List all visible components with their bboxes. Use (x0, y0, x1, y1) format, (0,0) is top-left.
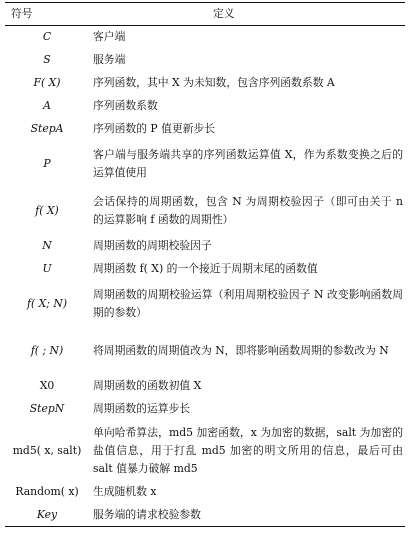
symbol-cell: StepA (30, 122, 64, 135)
symbol-cell: N (42, 239, 52, 252)
definition-cell: 周期函数的周期校验运算（利用周期校验因子 N 改变影响函数周期的参数） (93, 288, 403, 319)
definition-cell: 周期函数的函数初值 X (93, 379, 202, 392)
definition-column-header: 定义 (89, 3, 405, 26)
definition-cell: 周期函数 f( X) 的一个接近于周期末尾的函数值 (93, 262, 318, 275)
table-row (5, 188, 405, 235)
definition-cell: 序列函数，其中 X 为未知数，包含序列函数系数 A (93, 76, 335, 89)
table-row (5, 141, 405, 188)
definition-cell: 周期函数的周期校验因子 (93, 239, 212, 252)
definition-cell: 将周期函数的周期值改为 N，即将影响函数周期的参数改为 N (93, 344, 389, 357)
symbol-cell: StepN (29, 402, 65, 415)
symbol-cell: md5( x, salt) (12, 443, 82, 457)
definition-cell: 服务端 (93, 53, 126, 66)
table-row (5, 72, 405, 95)
table-row (5, 328, 405, 375)
table-header-row (5, 3, 405, 26)
definition-cell: 客户端与服务端共享的序列函数运算值 X，作为系数变换之后的运算值使用 (93, 148, 403, 179)
symbol-cell: F( X) (33, 76, 61, 89)
symbol-cell: f( X) (35, 204, 59, 217)
table-row (5, 95, 405, 118)
definition-cell: 生成随机数 x (93, 485, 157, 498)
symbol-definition-table (5, 2, 405, 527)
symbol-cell: Key (5, 504, 89, 527)
symbol-cell: A (43, 99, 51, 112)
table-row (5, 398, 405, 421)
table-row (5, 26, 405, 49)
table-row (5, 281, 405, 328)
symbol-column-header: 符号 (5, 3, 89, 26)
table-row (5, 375, 405, 398)
symbol-cell: f( X; N) (26, 297, 68, 310)
symbol-cell: Random( x) (15, 485, 79, 498)
definition-cell: 服务端的请求校验参数 (89, 504, 405, 527)
symbol-cell: S (43, 53, 51, 66)
definition-cell: 会话保持的周期函数，包含 N 为周期校验因子（即可由关于 n 的运算影响 f 函数的周期性） (93, 195, 403, 226)
symbol-cell: U (42, 262, 52, 275)
definition-cell: 客户端 (93, 30, 126, 44)
definition-cell: 周期函数的运算步长 (93, 402, 191, 415)
table-row (5, 481, 405, 504)
table-row (5, 421, 405, 481)
table-row (5, 504, 405, 527)
table-row (5, 118, 405, 141)
symbol-cell: X0 (39, 379, 55, 392)
definition-cell: 序列函数系数 (93, 99, 158, 112)
table-row (5, 49, 405, 72)
symbol-cell: C (42, 30, 52, 44)
table-row (5, 258, 405, 281)
symbol-cell: P (43, 157, 51, 170)
symbol-cell: f( ; N) (30, 344, 64, 357)
table-row (5, 235, 405, 258)
definition-cell: 单向哈希算法，md5 加密函数，x 为加密的数据，salt 为加密的盐值信息，用于打乱 md5 加密的明文所用的信息，最后可由 salt 值暴力破解 md5 (93, 425, 403, 475)
definition-cell: 序列函数的 P 值更新步长 (93, 122, 216, 135)
